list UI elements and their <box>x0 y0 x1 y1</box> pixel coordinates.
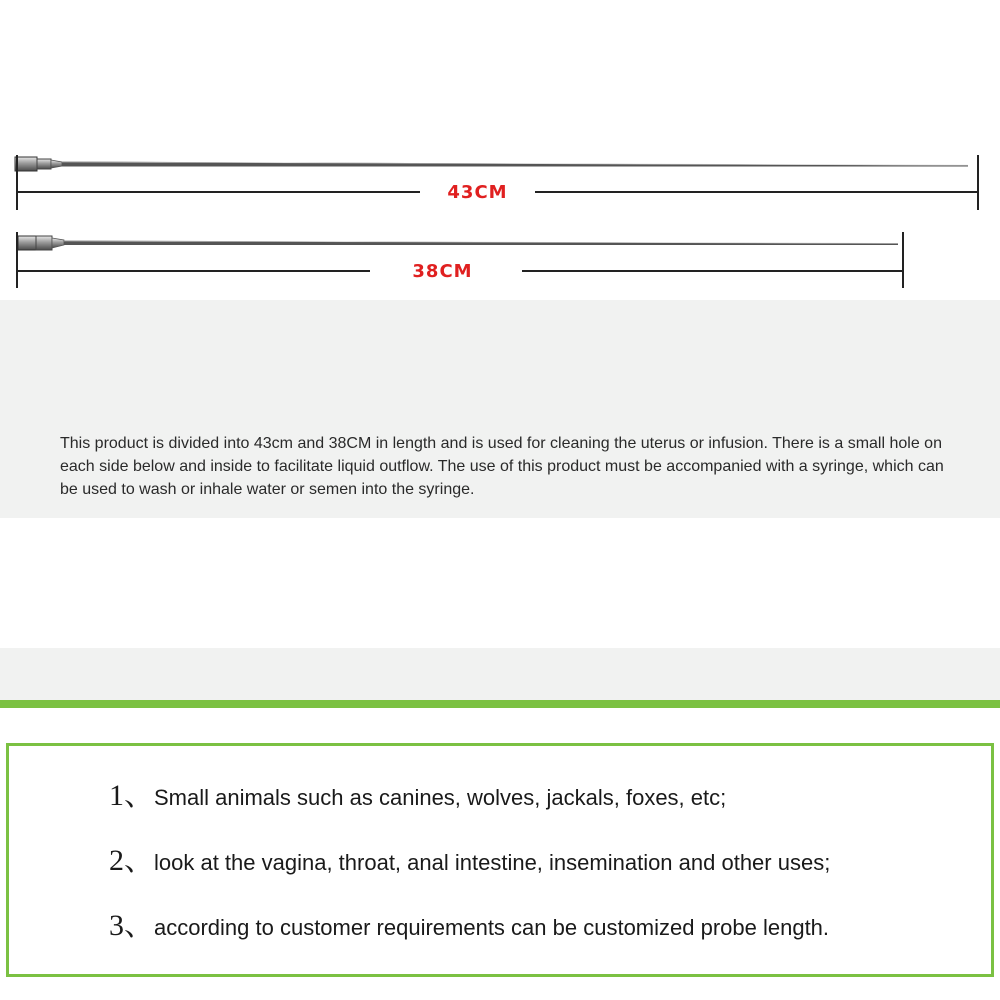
spacer-band <box>0 518 1000 648</box>
needle-illustration <box>0 0 1000 300</box>
green-divider <box>0 700 1000 708</box>
short-needle <box>18 236 898 250</box>
feature-number: 3、 <box>109 909 154 942</box>
short-length-label: 38CM <box>412 261 473 282</box>
feature-number: 2、 <box>109 844 154 877</box>
feature-box <box>6 743 994 977</box>
product-description: This product is divided into 43cm and 38CM in length and is used for cleaning the uterus or infusion. There is a small hole on each side below and inside to facilitate liquid outflow. The use of this product must be accompanied with a syringe, which can be used to wash or inhale water or semen into the syringe. <box>60 435 944 498</box>
feature-text: Small animals such as canines, wolves, jackals, foxes, etc; <box>154 785 727 810</box>
feature-item-2 <box>109 835 830 879</box>
lower-band <box>0 648 1000 700</box>
feature-text: according to customer requirements can be customized probe length. <box>154 915 830 940</box>
feature-text: look at the vagina, throat, anal intestine, insemination and other uses; <box>154 850 831 875</box>
feature-item-1 <box>109 770 726 814</box>
long-length-label: 43CM <box>447 182 508 203</box>
feature-item-3 <box>109 900 829 944</box>
long-needle <box>15 157 968 171</box>
feature-number: 1、 <box>109 779 154 812</box>
